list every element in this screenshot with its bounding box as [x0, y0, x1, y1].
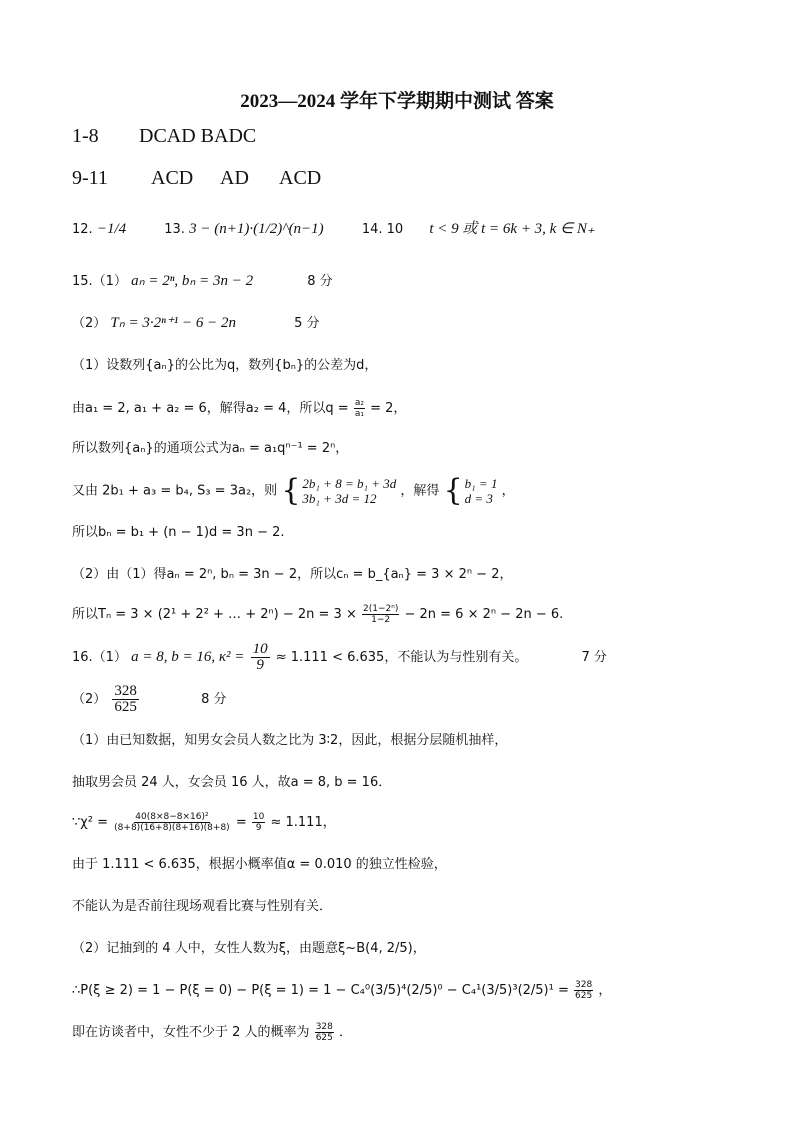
- q16-part1-values: a = 8, b = 16, κ² =: [131, 649, 245, 665]
- mc-label-1-8: 1-8: [72, 125, 99, 147]
- q16-solution-line-3: [72, 812, 336, 833]
- q15-s4-text: 又由 2b₁ + a₃ = b₄, S₃ = 3a₂，则: [72, 483, 278, 499]
- q16-solution-line-2: 抽取男会员 24 人，女会员 16 人，故a = 8, b = 16．: [72, 775, 392, 790]
- denominator: 625: [315, 1033, 333, 1043]
- q16-part2-label: （2）: [72, 692, 107, 707]
- q16-solution-line-5: 不能认为是否前往现场观看比赛与性别有关．: [72, 899, 333, 914]
- fill-blank-answers: [72, 220, 595, 239]
- q15-part1-score: 8 分: [307, 274, 333, 289]
- q16-s8-text: 即在访谈者中，女性不少于 2 人的概率为: [72, 1025, 310, 1040]
- denominator: 625: [114, 699, 137, 715]
- q15-s2-text: 由a₁ = 2, a₁ + a₂ = 6，解得a₂ = 4，所以q =: [72, 401, 349, 416]
- equation-system: { 2b₁ + 8 = b₁ + 3d 3b₁ + 3d = 12: [281, 473, 397, 508]
- denominator: 625: [575, 991, 593, 1001]
- numerator: a₂: [354, 398, 364, 408]
- numerator: 10: [252, 812, 265, 822]
- mc-answers-1-8: [72, 124, 256, 148]
- q15-part2-score: 5 分: [294, 316, 320, 331]
- q16-s3-text: ∵χ² =: [72, 815, 109, 830]
- q16-solution-line-7: [72, 980, 611, 1001]
- q16-part2-score: 8 分: [201, 692, 227, 707]
- equation-2: 3b₁ + 3d = 12: [302, 491, 377, 506]
- mc-answer-9: ACD: [151, 167, 194, 189]
- numerator: 328: [114, 683, 137, 699]
- numerator: 40(8×8−8×16)²: [135, 812, 209, 822]
- q15-solution-line-2: [72, 398, 406, 419]
- chi-square-fraction: [113, 812, 231, 833]
- q13-answer: 3 − (n+1)·(1/2)^(n−1): [189, 221, 324, 237]
- denominator: a₁: [354, 409, 364, 419]
- q15-solution-line-5: 所以bₙ = b₁ + (n − 1)d = 3n − 2.: [72, 525, 285, 540]
- q16-s3-text-end: ≈ 1.111，: [270, 815, 336, 830]
- q15-part1-answer: [72, 272, 333, 291]
- q14-answer: t < 9 或 t = 6k + 3, k ∈ N₊: [429, 221, 595, 237]
- denominator: (8+8)(16+8)(8+16)(8+8): [114, 823, 230, 833]
- page-title: 2023—2024 学年下学期期中测试 答案: [240, 91, 554, 112]
- q16-part1-fraction: [251, 642, 270, 673]
- q15-part1-label: 15.（1）: [72, 274, 127, 289]
- numerator: 328: [575, 980, 593, 990]
- q16-s7-end: ，: [598, 983, 612, 998]
- q15-s7-text-end: − 2n = 6 × 2ⁿ − 2n − 6.: [404, 607, 564, 622]
- numerator: 328: [315, 1022, 333, 1032]
- denominator: 1−2: [371, 615, 391, 625]
- q15-solution-line-6: （2）由（1）得aₙ = 2ⁿ, bₙ = 3n − 2，所以cₙ = b_{aₙ} = 3 × 2ⁿ − 2，: [72, 567, 513, 582]
- q16-part1-answer: [72, 642, 607, 673]
- mc-answer-10: AD: [220, 167, 249, 189]
- q16-part1-label: 16.（1）: [72, 650, 127, 665]
- q15-s2-text-end: = 2，: [370, 401, 407, 416]
- q13-label: 13.: [164, 222, 185, 237]
- probability-fraction: [574, 980, 593, 1001]
- q15-part2-label: （2）: [72, 316, 107, 331]
- q16-part2-fraction: [112, 684, 139, 715]
- numerator: 2(1−2ⁿ): [363, 604, 399, 614]
- equals: =: [235, 815, 247, 830]
- q16-part2-answer: [72, 684, 226, 715]
- q15-s7-fraction: [362, 604, 399, 625]
- q15-solution-line-4: [72, 473, 515, 508]
- q15-s4-solve: ，解得: [400, 483, 440, 499]
- q16-part1-score: 7 分: [581, 650, 607, 665]
- mc-answer-11: ACD: [279, 167, 322, 189]
- q16-part1-conclusion: ≈ 1.111 < 6.635，不能认为与性别有关。: [275, 650, 528, 665]
- q15-s7-text: 所以Tₙ = 3 × (2¹ + 2² + … + 2ⁿ) − 2n = 3 ×: [72, 607, 357, 622]
- solution-2: d = 3: [464, 491, 493, 506]
- q15-part2-answer: [72, 314, 320, 333]
- denominator: 9: [255, 823, 262, 833]
- q16-s7-text: ∴P(ξ ≥ 2) = 1 − P(ξ = 0) − P(ξ = 1) = 1 − C₄⁰(3/5)⁴(2/5)⁰ − C₄¹(3/5)³(2/5)¹ =: [72, 983, 569, 998]
- q16-solution-line-1: （1）由已知数据，知男女会员人数之比为 3∶2，因此，根据分层随机抽样，: [72, 733, 508, 748]
- q15-part2-value: Tₙ = 3·2ⁿ⁺¹ − 6 − 2n: [110, 315, 236, 331]
- mc-answers-row1: DCAD BADC: [139, 125, 257, 147]
- q15-solution-line-3: 所以数列{aₙ}的通项公式为aₙ = a₁qⁿ⁻¹ = 2ⁿ，: [72, 441, 349, 456]
- q15-solution-line-7: [72, 604, 563, 625]
- ten-ninths-fraction: [252, 812, 265, 833]
- solution-1: b₁ = 1: [464, 476, 498, 491]
- q16-solution-line-4: 由于 1.111 < 6.635，根据小概率值α = 0.010 的独立性检验，: [72, 857, 447, 872]
- q14-label: 14. 10: [361, 222, 404, 237]
- mc-label-9-11: 9-11: [72, 167, 108, 189]
- q15-part1-value: aₙ = 2ⁿ, bₙ = 3n − 2: [131, 273, 254, 289]
- solution-system: { b₁ = 1 d = 3: [443, 473, 498, 508]
- q15-s2-fraction: [354, 398, 365, 419]
- q15-s4-end: ，: [501, 483, 515, 499]
- q12-answer: −1/4: [96, 221, 127, 237]
- denominator: 9: [256, 657, 264, 673]
- final-probability-fraction: [315, 1022, 334, 1043]
- equation-1: 2b₁ + 8 = b₁ + 3d: [302, 476, 397, 491]
- q16-s8-end: ．: [339, 1025, 353, 1040]
- q16-solution-line-6: （2）记抽到的 4 人中，女性人数为ξ，由题意ξ~B(4, 2/5)，: [72, 941, 426, 956]
- q12-label: 12.: [72, 222, 93, 237]
- q15-solution-line-1: （1）设数列{aₙ}的公比为q，数列{bₙ}的公差为d，: [72, 358, 378, 373]
- mc-answers-9-11: [72, 166, 321, 190]
- numerator: 10: [252, 641, 268, 657]
- q16-solution-line-8: [72, 1022, 352, 1043]
